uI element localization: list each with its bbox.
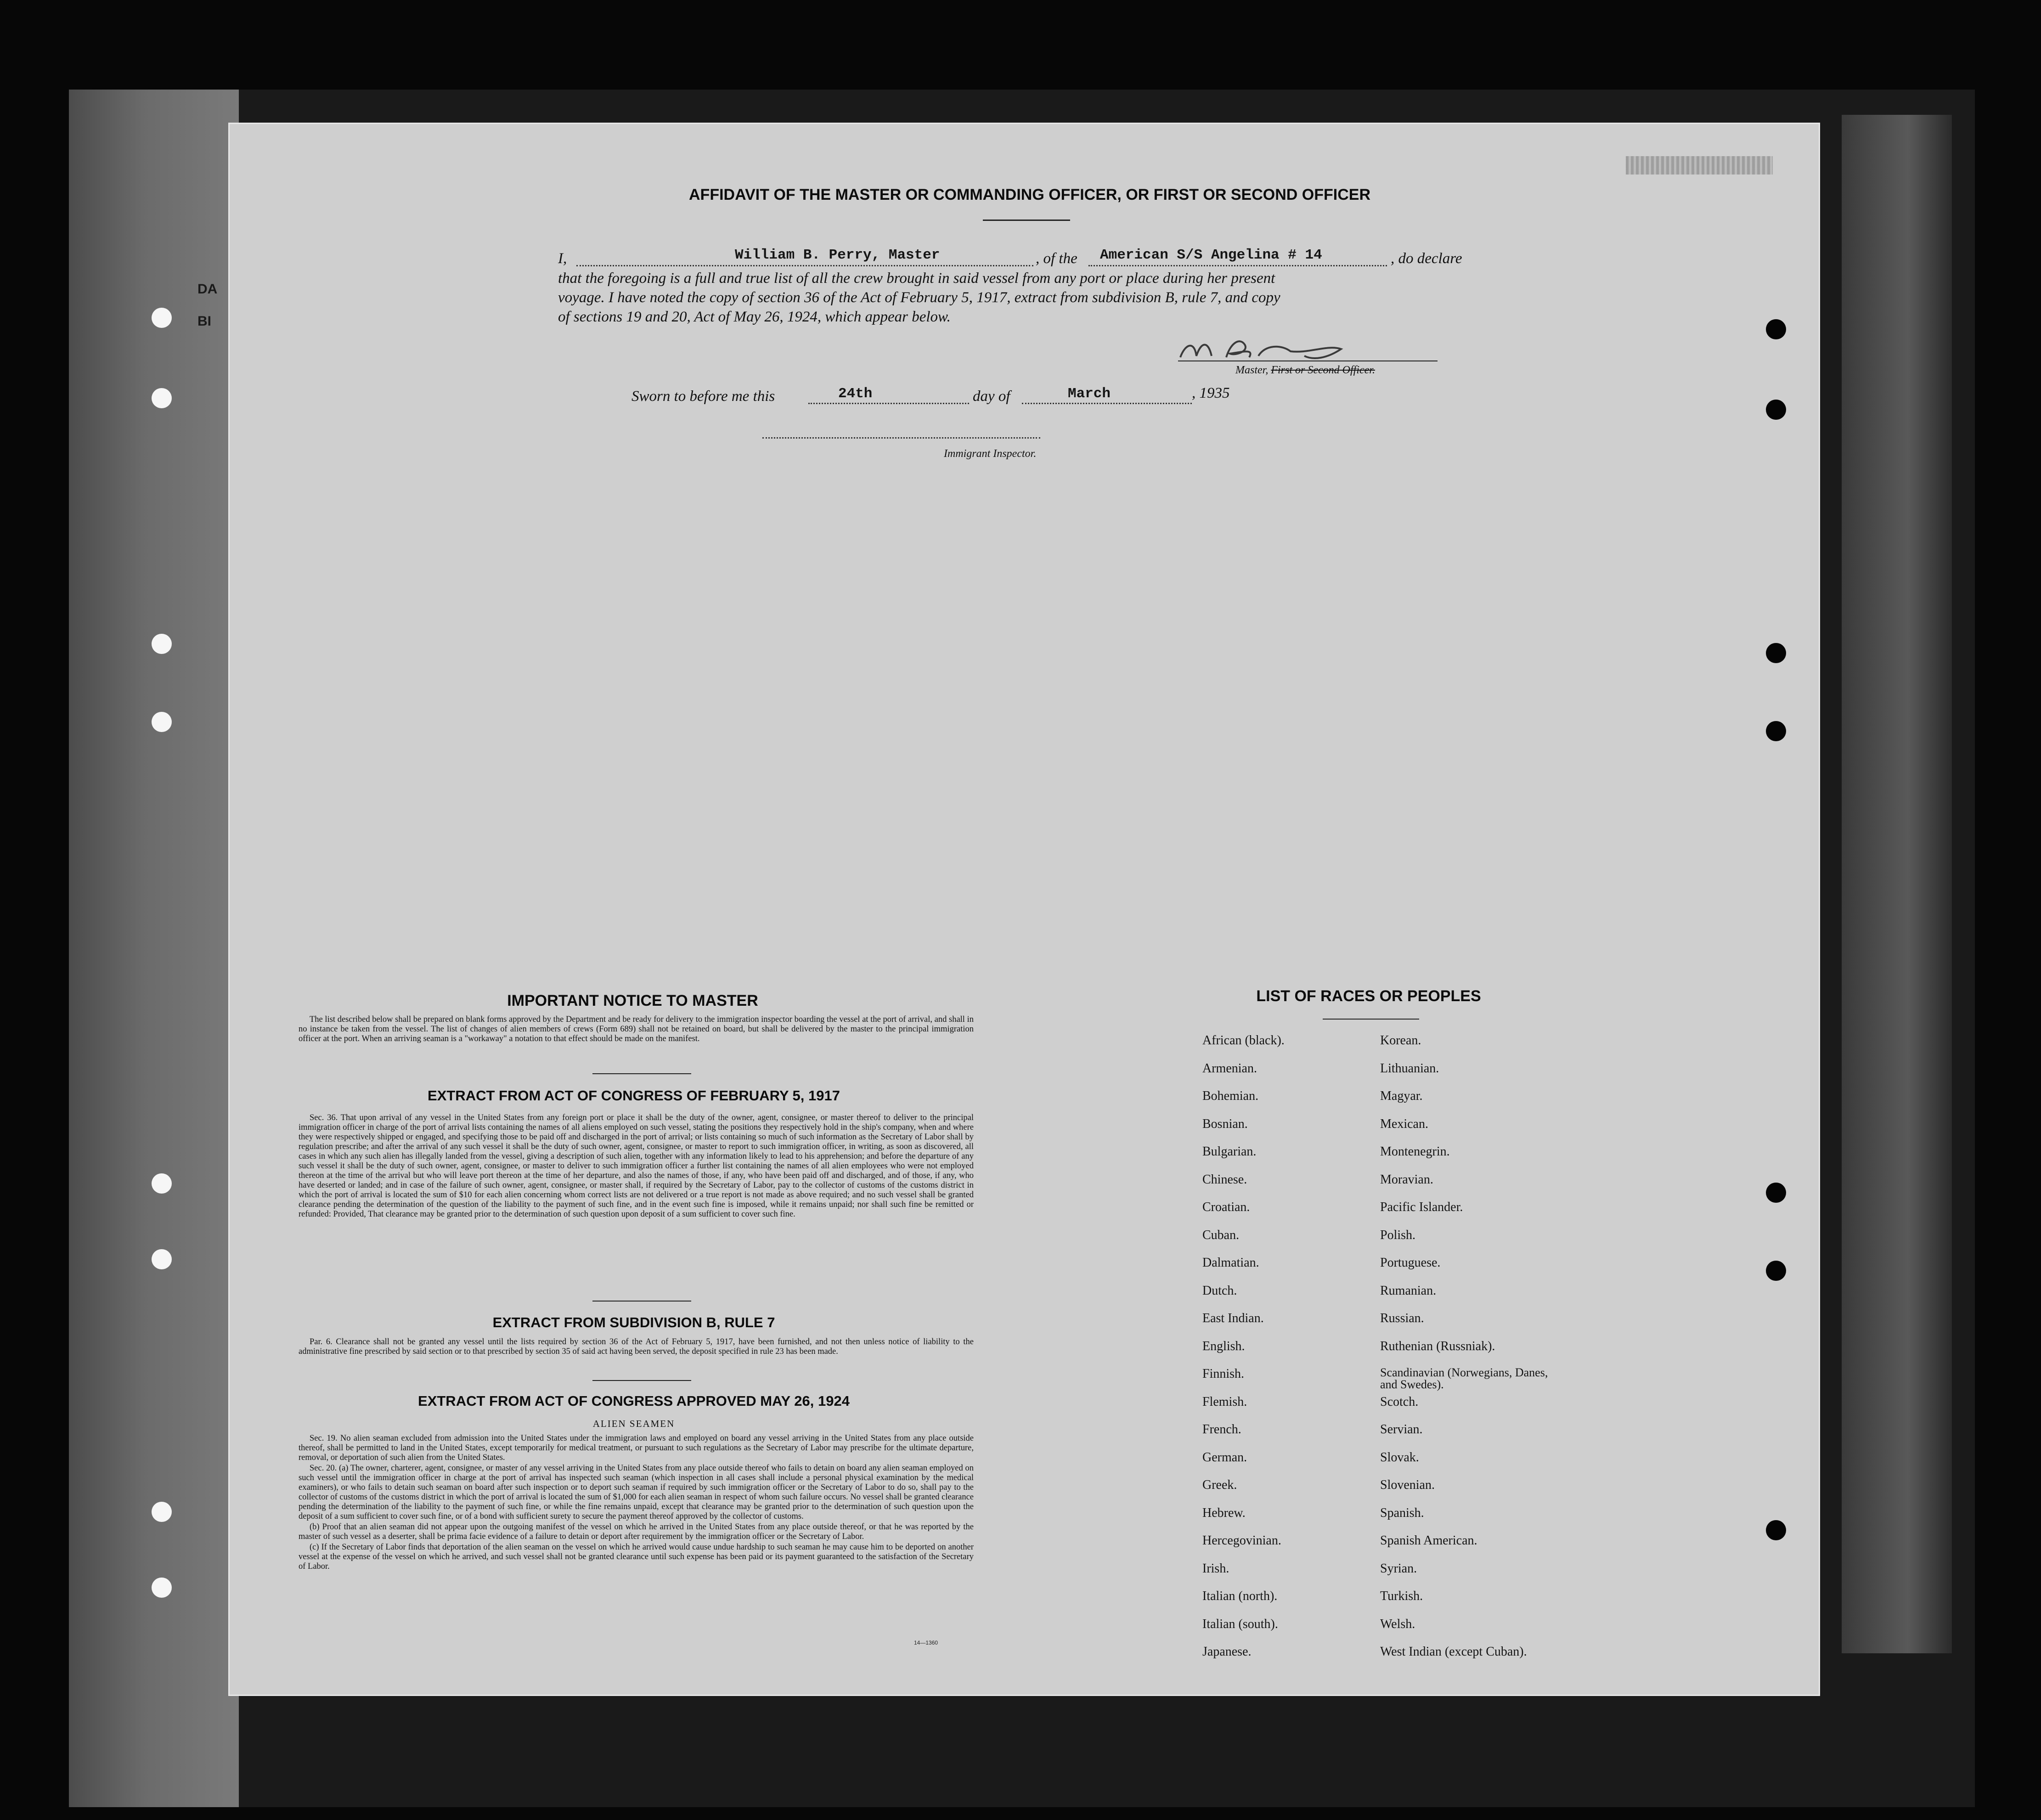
extract-1924-title: EXTRACT FROM ACT OF CONGRESS APPROVED MAY 26, 1924: [418, 1393, 850, 1409]
race-item: Syrian.: [1380, 1561, 1417, 1576]
extract-1917-text: Sec. 36. That upon arrival of any vessel in the United States from any foreign port or place it shall be the duty of the owner, agent, consignee, or master thereof to deliver to the principal immigration officer in charge of the port of arrival lists containing the names of all aliens employed on such vessel, stating the positions they respectively hold in the ship's company, when and where they were respectively shipped or engaged, and specifying those to be paid off and discharged in the port of arrival; or lists containing so much of such information as the Secretary of Labor shall by regulation prescribe; and after the arrival of any such vessel it shall be the duty of such owner, agent, consignee, or master to report to such immigration officer, in writing, as soon as discovered, all cases in which any such alien has illegally landed from the vessel, giving a description of such alien, together with any information likely to lead to his apprehension; and before the departure of any such vessel it shall be the duty of such owner, agent, consignee, or master to deliver to such immigration officer a further list containing the names of all alien employees who were not employed thereon at the time of the arrival but who will leave port thereon at the time of her departure, and also the names of those, if any, who have been paid off and discharged, and of those, if any, who have deserted or landed; and in case of the failure of such owner, agent, consignee, or master shall, if required by the Secretary of Labor, pay to the collector of customs of the customs district in which the port of arrival is located the sum of $10 for each alien concerning whom correct lists are not delivered or a true report is not made as above required; and no such vessel shall be granted clearance pending the determination of the question of the liability to the payment of such fine, and in the event such fine is imposed, while it remains unpaid; nor shall such fine be remitted or refunded: Provided, That clearance may be granted prior to the determination of such question upon deposit of a sum sufficient to cover such fine.: [299, 1113, 974, 1219]
affidavit-line-4: of sections 19 and 20, Act of May 26, 1924, which appear below.: [558, 309, 951, 325]
race-item: Hercegovinian.: [1202, 1533, 1281, 1548]
race-item: Greek.: [1202, 1478, 1237, 1492]
affidavit-line-1: I,: [558, 250, 567, 267]
race-item: Croatian.: [1202, 1200, 1250, 1214]
race-item: Turkish.: [1380, 1589, 1423, 1603]
race-item: West Indian (except Cuban).: [1380, 1645, 1527, 1659]
race-item: Armenian.: [1202, 1061, 1257, 1076]
race-item: Welsh.: [1380, 1617, 1415, 1631]
race-item: Finnish.: [1202, 1367, 1245, 1381]
race-item: Cuban.: [1202, 1228, 1240, 1242]
extract-rule7-rule: [592, 1380, 691, 1381]
punch-hole: [152, 388, 172, 408]
sworn-day-line: [808, 403, 969, 404]
notice-title: IMPORTANT NOTICE TO MASTER: [507, 992, 758, 1009]
race-item: Chinese.: [1202, 1172, 1247, 1187]
vessel-line: [1088, 265, 1387, 266]
race-item: Japanese.: [1202, 1645, 1252, 1659]
punch-hole: [1766, 400, 1786, 420]
races-title-rule: [1323, 1019, 1419, 1020]
sworn-month-line: [1022, 403, 1192, 404]
race-item: East Indian.: [1202, 1311, 1264, 1325]
edge-text-fragment: DA BI: [197, 282, 218, 329]
race-item: Flemish.: [1202, 1394, 1247, 1409]
extract-1917-rule: [592, 1301, 691, 1302]
race-item: Dutch.: [1202, 1283, 1237, 1298]
race-item: Slovenian.: [1380, 1478, 1435, 1492]
race-item: Italian (south).: [1202, 1617, 1278, 1631]
race-item: Scandinavian (Norwegians, Danes, and Swedes).: [1380, 1366, 1548, 1391]
affidavit-title: AFFIDAVIT OF THE MASTER OR COMMANDING OFFICER, OR FIRST OR SECOND OFFICER: [689, 186, 1370, 203]
sworn-year: , 1935: [1192, 385, 1230, 401]
punch-hole: [152, 1578, 172, 1598]
race-item: Bohemian.: [1202, 1089, 1259, 1103]
race-item: Portuguese.: [1380, 1256, 1441, 1270]
race-item: Lithuanian.: [1380, 1061, 1439, 1076]
race-item: Bulgarian.: [1202, 1144, 1257, 1159]
inspector-label: Immigrant Inspector.: [944, 448, 1037, 460]
sworn-label: Sworn to before me this: [631, 388, 775, 405]
punch-hole: [1766, 1261, 1786, 1281]
extract-rule7-title: EXTRACT FROM SUBDIVISION B, RULE 7: [492, 1314, 775, 1330]
race-item: French.: [1202, 1422, 1241, 1437]
race-item: Moravian.: [1380, 1172, 1433, 1187]
punch-hole: [152, 1249, 172, 1269]
extract-rule7-text: Par. 6. Clearance shall not be granted any vessel until the lists required by section 36 of the Act of February 5, 1917, have been furnished, and not then unless notice of liability to the administrative fine prescribed by said section or to that prescribed by section 35 of said act having been served, the deposit specified in rule 23 has been made.: [299, 1337, 974, 1356]
race-item: Korean.: [1380, 1033, 1421, 1048]
vessel-value: American S/S Angelina # 14: [1100, 247, 1322, 263]
master-signature: [1176, 331, 1424, 367]
race-item: German.: [1202, 1450, 1247, 1465]
race-item: Spanish American.: [1380, 1533, 1477, 1548]
race-item: Irish.: [1202, 1561, 1229, 1576]
race-item: African (black).: [1202, 1033, 1285, 1048]
punch-hole: [1766, 1520, 1786, 1540]
races-title: LIST OF RACES OR PEOPLES: [1256, 987, 1481, 1005]
right-page-edge: [1842, 115, 1952, 1653]
punch-hole: [1766, 721, 1786, 741]
form-number: 14—1360: [914, 1640, 938, 1646]
sworn-month-value: March: [1068, 386, 1111, 402]
punch-hole: [152, 1502, 172, 1522]
punch-hole: [152, 308, 172, 328]
inspector-signature-line: [762, 437, 1040, 439]
race-item: English.: [1202, 1339, 1245, 1353]
signature-caption: Master, First or Second Officer.: [1235, 364, 1375, 376]
left-page-edge: [69, 90, 239, 1807]
race-item: Scotch.: [1380, 1394, 1419, 1409]
title-rule: [983, 220, 1070, 221]
race-item: Bosnian.: [1202, 1116, 1248, 1131]
race-item: Dalmatian.: [1202, 1256, 1259, 1270]
notice-text: The list described below shall be prepared on blank forms approved by the Department and be ready for delivery to the immigration inspector boarding the vessel at the port of arrival, and shall in no instance be taken from the vessel. The list of changes of alien members of crews (Form 689) shall not be retained on board, but shall be delivered by the master to the principal immigration officer at the port. When an arriving seaman is a "workaway" a notation to that effect should be made on the manifest.: [299, 1015, 974, 1043]
punch-hole: [1766, 643, 1786, 663]
archive-stamp: [1626, 156, 1773, 175]
extract-1924-subtitle: ALIEN SEAMEN: [592, 1418, 675, 1429]
do-declare-label: , do declare: [1391, 250, 1462, 267]
punch-hole: [152, 1173, 172, 1194]
race-item: Servian.: [1380, 1422, 1423, 1437]
affidavit-line-2: that the foregoing is a full and true list of all the crew brought in said vessel from any port or place during her present: [558, 270, 1275, 287]
punch-hole: [1766, 319, 1786, 339]
race-item: Hebrew.: [1202, 1505, 1246, 1520]
race-item: Italian (north).: [1202, 1589, 1278, 1603]
master-name-value: William B. Perry, Master: [735, 247, 940, 263]
punch-hole: [152, 712, 172, 732]
race-item: Pacific Islander.: [1380, 1200, 1463, 1214]
day-of-label: day of: [973, 388, 1010, 405]
race-item: Ruthenian (Russniak).: [1380, 1339, 1495, 1353]
punch-hole: [152, 634, 172, 654]
extract-1924-text: Sec. 19. No alien seaman excluded from admission into the United States under the immigration laws and employed on board any vessel arriving in the United States from any place outside thereof, shall be permitted to land in the United States, except temporarily for medical treatment, or pursuant to such regulations as the Secretary of Labor may prescribe for the ultimate departure, removal, or deportation of such alien from the United States. Sec. 20. (a) The owner, charterer, agent, consignee, or master of any vessel arriving in the United States from any place outside thereof who fails to detain on board any alien seaman employed on such vessel until the immigration officer in charge at the port of arrival has inspected such seaman (which inspection in all cases shall include a personal physical examination by the medical examiners), or who fails to detain such seaman on board after such inspection or to deport such seaman if required by such immigration officer or the Secretary of Labor to do so, shall pay to the collector of customs of the customs district in which the port of arrival is located the sum of $1,000 for each alien seaman in respect of whom such failure occurs. No vessel shall be granted clearance pending the determination of the liability to the payment of such fine, or while the fine remains unpaid, except that clearance may be granted prior to the determination of such question upon the deposit of a sum sufficient to cover such fine, or of a bond with sufficient surety to secure the payment thereof approved by the collector of customs. (b) Proof that an alien seaman did not appear upon the outgoing manifest of the vessel on which he arrived in the United States from any place outside thereof, or that he was reported by the master of such vessel as a deserter, shall be prima facie evidence of a failure to detain or deport after requirement by the immigration officer or the Secretary of Labor. (c) If the Secretary of Labor finds that deportation of the alien seaman on the vessel on which he arrived would cause undue hardship to such seaman he may cause him to be deported on another vessel at the expense of the vessel on which he arrived, and such vessel shall not be granted clearance until such expense has been paid or its payment guaranteed to the satisfaction of the Secretary of Labor.: [299, 1434, 974, 1571]
extract-1917-title: EXTRACT FROM ACT OF CONGRESS OF FEBRUARY 5, 1917: [428, 1087, 840, 1104]
race-item: Slovak.: [1380, 1450, 1419, 1465]
master-name-line: [576, 265, 1033, 266]
race-item: Russian.: [1380, 1311, 1424, 1325]
of-the-label: , of the: [1036, 250, 1077, 267]
race-item: Rumanian.: [1380, 1283, 1437, 1298]
notice-rule: [592, 1073, 691, 1074]
race-item: Polish.: [1380, 1228, 1416, 1242]
race-item: Montenegrin.: [1380, 1144, 1450, 1159]
race-item: Spanish.: [1380, 1505, 1424, 1520]
affidavit-line-3: voyage. I have noted the copy of section 36 of the Act of February 5, 1917, extract from subdivision B, rule 7, and copy: [558, 289, 1280, 306]
punch-hole: [1766, 1183, 1786, 1203]
race-item: Mexican.: [1380, 1116, 1428, 1131]
race-item: Magyar.: [1380, 1089, 1423, 1103]
sworn-day-value: 24th: [838, 386, 873, 402]
